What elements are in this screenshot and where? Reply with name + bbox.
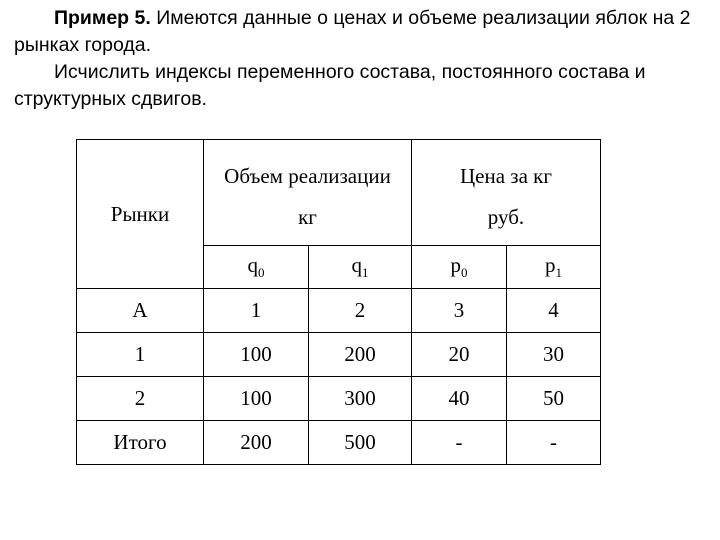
cell-q1: 200 <box>309 333 412 377</box>
cell-p1: 50 <box>507 377 601 421</box>
symbol-p1: $p_1$ <box>507 246 601 289</box>
cell-q1: 2 <box>309 289 412 333</box>
header-markets: Рынки <box>77 140 204 289</box>
intro-paragraph-2: Исчислить индексы переменного состава, постоянного состава и структурных сдвигов. <box>14 61 646 110</box>
symbol-q0: $q_0$ <box>204 246 309 289</box>
table-row <box>77 333 601 377</box>
table-row <box>77 377 601 421</box>
cell-p0: 3 <box>412 289 507 333</box>
cell-q0: 200 <box>204 421 309 465</box>
intro-text <box>14 5 714 113</box>
cell-market: 2 <box>77 377 204 421</box>
cell-q1: 500 <box>309 421 412 465</box>
cell-p1: 30 <box>507 333 601 377</box>
table-row-total <box>77 421 601 465</box>
cell-market: Итого <box>77 421 204 465</box>
cell-p1: - <box>507 421 601 465</box>
cell-p0: 20 <box>412 333 507 377</box>
header-price: Цена за кг <box>412 140 601 203</box>
symbol-q1: $q_1$ <box>309 246 412 289</box>
header-volume-unit: кг <box>204 203 412 246</box>
intro-line-1: Имеются данные о ценах и объеме реализации яблок на 2 рынках города. <box>14 7 691 56</box>
cell-q1: 300 <box>309 377 412 421</box>
cell-q0: 100 <box>204 377 309 421</box>
cell-market: 1 <box>77 333 204 377</box>
table-row <box>77 289 601 333</box>
intro-paragraph-1 <box>14 5 714 59</box>
cell-q0: 1 <box>204 289 309 333</box>
symbol-p0: $p_0$ <box>412 246 507 289</box>
cell-p0: 40 <box>412 377 507 421</box>
cell-q0: 100 <box>204 333 309 377</box>
cell-p0: - <box>412 421 507 465</box>
prices-volumes-table <box>76 139 601 465</box>
header-volume: Объем реализации <box>204 140 412 203</box>
cell-p1: 4 <box>507 289 601 333</box>
cell-market: А <box>77 289 204 333</box>
example-label: Пример 5. <box>54 7 151 29</box>
header-price-unit: руб. <box>412 203 601 246</box>
